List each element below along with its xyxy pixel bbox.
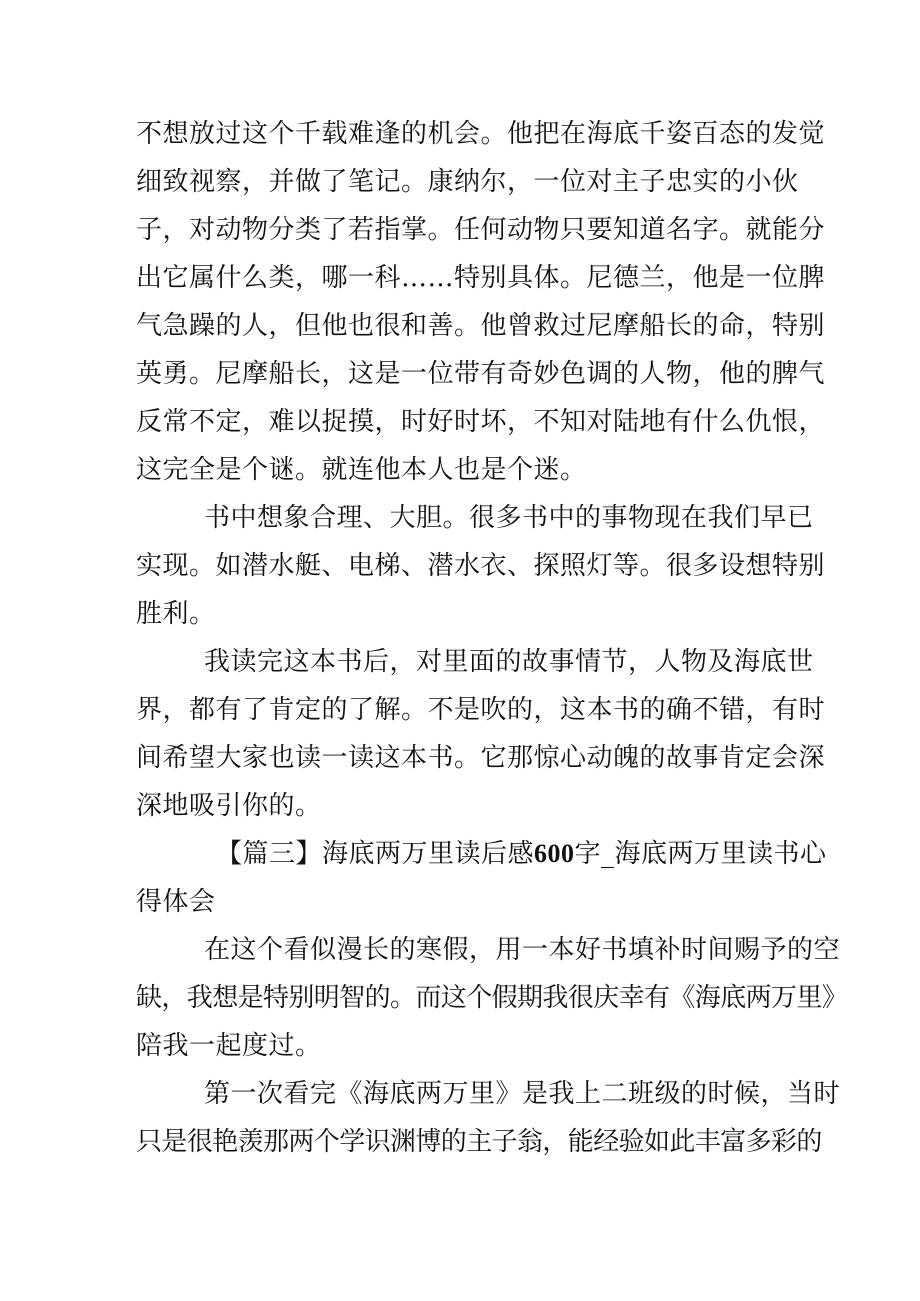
text-line: 胜利。 <box>136 599 216 629</box>
section-heading-line-2: 得体会 <box>136 887 216 917</box>
document-page <box>136 110 848 1166</box>
section-heading-line-1 <box>136 830 827 878</box>
text-line: 缺，我想是特别明智的。而这个假期我很庆幸有《海底两万里》 <box>136 983 848 1013</box>
section-heading-suffix: 字_海底两万里读书心 <box>574 839 827 869</box>
text-line: 反常不定，难以捉摸，时好时坏，不知对陆地有什么仇恨， <box>136 407 826 437</box>
paragraph-4 <box>136 926 848 1070</box>
text-line: 只是很艳羡那两个学识渊博的主子翁，能经验如此丰富多彩的 <box>136 1127 822 1157</box>
text-line: 实现。如潜水艇、电梯、潜水衣、探照灯等。很多设想特别 <box>136 551 826 581</box>
text-line: 出它属什么类，哪一科……特别具体。尼德兰，他是一位脾 <box>136 263 826 293</box>
section-heading-number: 600 <box>534 839 575 868</box>
paragraph-3 <box>136 638 826 830</box>
paragraph-5 <box>136 1070 841 1166</box>
text-line: 子，对动物分类了若指掌。任何动物只要知道名字。就能分 <box>136 215 826 245</box>
paragraph-1 <box>136 110 826 494</box>
text-line: 第一次看完《海底两万里》是我上二班级的时候，当时 <box>204 1079 841 1109</box>
text-line: 界，都有了肯定的了解。不是吹的，这本书的确不错，有时 <box>136 695 826 725</box>
section-heading <box>136 830 827 926</box>
text-line: 我读完这本书后，对里面的故事情节，人物及海底世 <box>204 647 814 677</box>
text-line: 书中想象合理、大胆。很多书中的事物现在我们早已 <box>204 503 814 533</box>
text-line: 不想放过这个千载难逢的机会。他把在海底千姿百态的发觉 <box>136 119 826 149</box>
text-line: 陪我一起度过。 <box>136 1031 322 1061</box>
text-line: 气急躁的人，但他也很和善。他曾救过尼摩船长的命，特别 <box>136 311 826 341</box>
text-line: 英勇。尼摩船长，这是一位带有奇妙色调的人物，他的脾气 <box>136 359 826 389</box>
text-line: 间希望大家也读一读这本书。它那惊心动魄的故事肯定会深 <box>136 743 826 773</box>
text-line: 这完全是个谜。就连他本人也是个迷。 <box>136 455 587 485</box>
text-line: 细致视察，并做了笔记。康纳尔，一位对主子忠实的小伙 <box>136 167 799 197</box>
text-line: 深地吸引你的。 <box>136 791 322 821</box>
text-line: 在这个看似漫长的寒假，用一本好书填补时间赐予的空 <box>204 935 841 965</box>
paragraph-2 <box>136 494 826 638</box>
section-heading-prefix: 【篇三】海底两万里读后感 <box>216 839 535 869</box>
